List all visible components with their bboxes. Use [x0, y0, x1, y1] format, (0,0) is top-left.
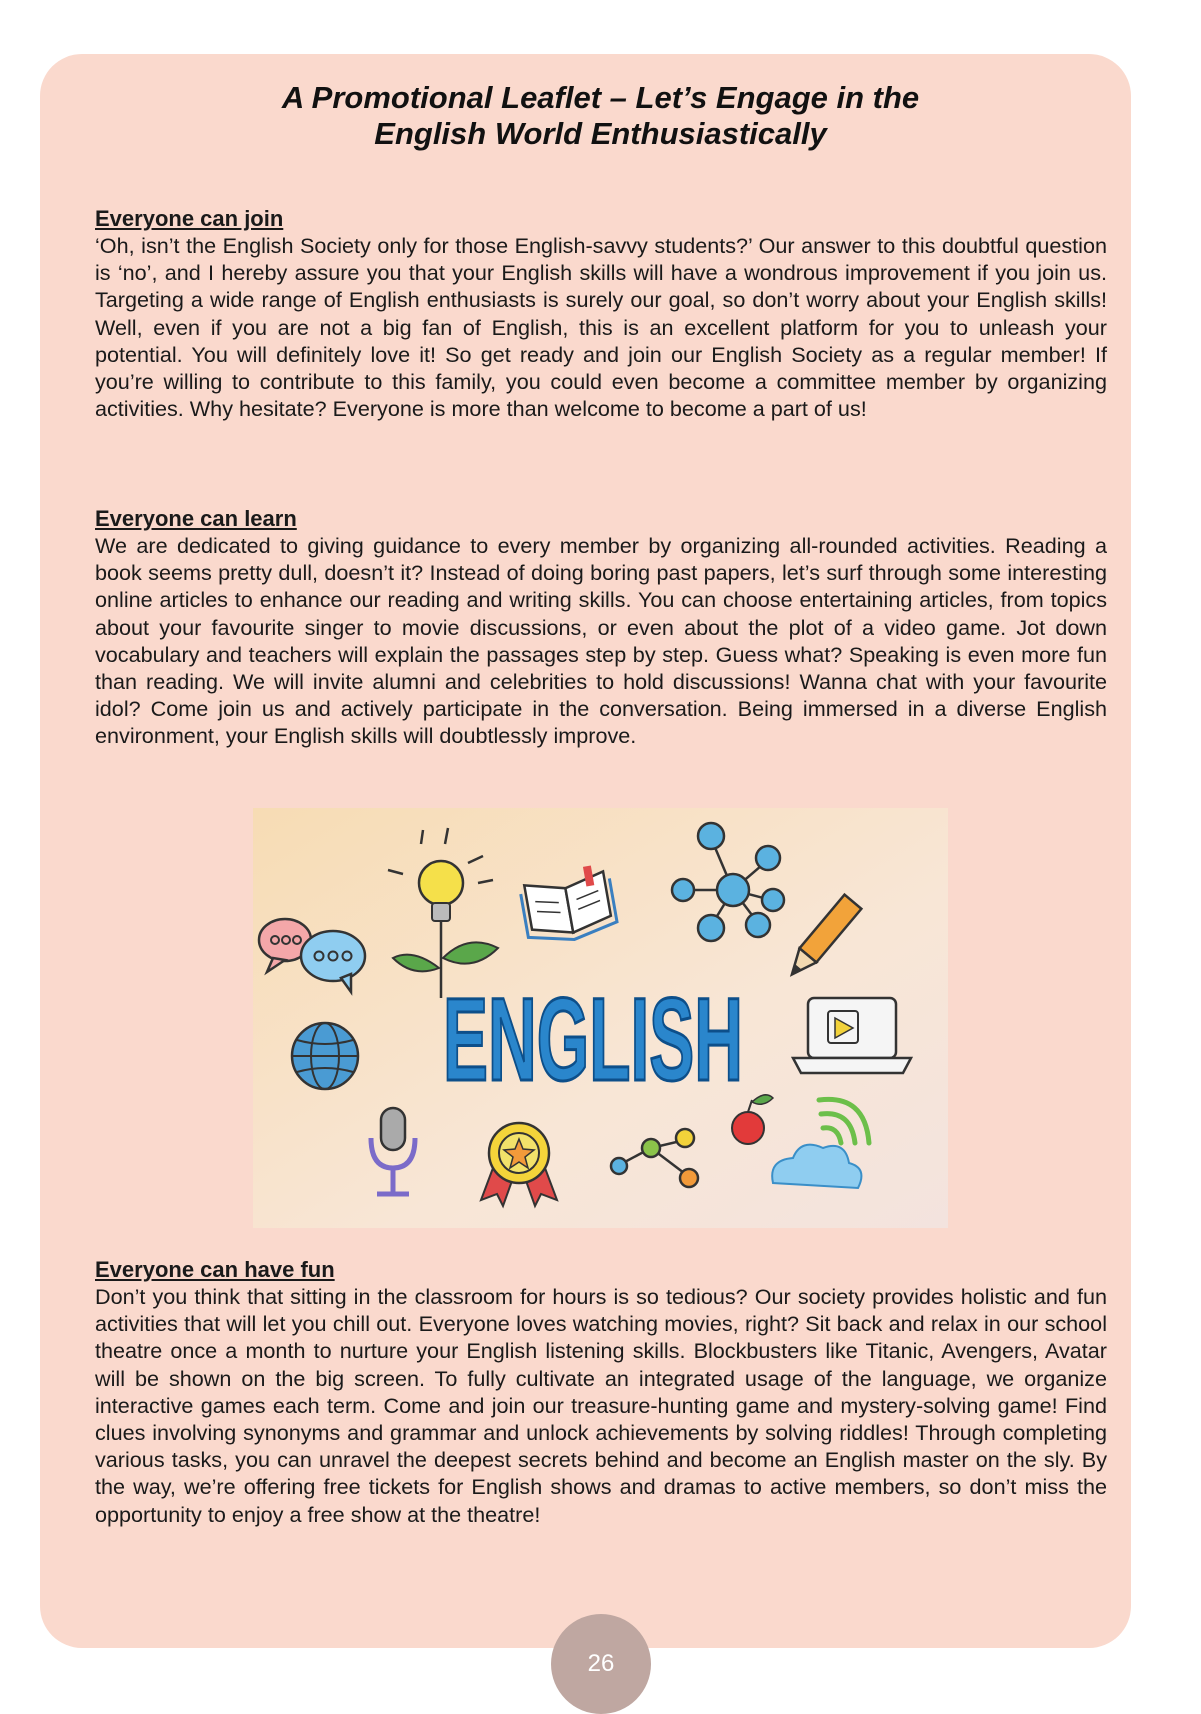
section-heading: Everyone can join — [95, 206, 284, 231]
leaflet-title — [0, 80, 1201, 152]
title-line-1: A Promotional Leaflet – Let’s Engage in the — [281, 80, 920, 115]
globe-icon — [292, 1023, 358, 1089]
page-number-badge: 26 — [551, 1614, 651, 1714]
title-line-2: English World Enthusiastically — [374, 116, 827, 151]
section-body: ‘Oh, isn’t the English Society only for those English-savvy students?’ Our answer to this doubtful question is ‘no’, and I hereby assure you that your English skills will have a wondrous improvement if you join us. Targeting a wide range of English enthusiasts is surely our goal, so don’t worry about your English skills! Well, even if you are not a big fan of English, this is an excellent platform for you to unleash your potential. You will definitely love it! So get ready and join our English Society as a regular member! If you’re willing to contribute to this family, you could even become a committee member by organizing activities. Why hesitate? Everyone is more than welcome to become a part of us! — [95, 233, 1107, 422]
section-heading: Everyone can have fun — [95, 1257, 335, 1282]
section-body: Don’t you think that sitting in the classroom for hours is so tedious? Our society provides holistic and fun activities that will let you chill out. Everyone loves watching movies, right? Sit back and relax in our school theatre once a month to nurture your English listening skills. Blockbusters like Titanic, Avengers, Avatar will be shown on the big screen. To fully cultivate an integrated usage of the language, we organize interactive games each term. Come and join our treasure-hunting game and mystery-solving game! Find clues involving synonyms and grammar and unlock achievements by solving riddles! Through completing various tasks, you can unravel the deepest secrets behind and become an English master on the sly. By the way, we’re offering free tickets for English shows and dramas to active members, so don’t miss the opportunity to enjoy a free show at the theatre! — [95, 1284, 1107, 1527]
laptop-play-icon — [793, 998, 911, 1073]
section-everyone-can-learn — [95, 505, 1107, 750]
section-everyone-can-join — [95, 205, 1107, 422]
section-everyone-can-have-fun — [95, 1256, 1107, 1528]
section-heading: Everyone can learn — [95, 506, 297, 531]
english-word: ENGLISH — [443, 974, 743, 1106]
english-illustration — [253, 808, 948, 1228]
section-body: We are dedicated to giving guidance to every member by organizing all-rounded activities. Reading a book seems pretty dull, doesn’t it? Instead of doing boring past papers, let’s surf through some interesting online articles to enhance our reading and writing skills. You can choose entertaining articles, from topics about your favourite singer to movie discussions, or even about the plot of a video game. Jot down vocabulary and teachers will explain the passages step by step. Guess what? Speaking is even more fun than reading. We will invite alumni and celebrities to hold discussions! Wanna chat with your favourite idol? Come join us and actively participate in the conversation. Being immersed in a diverse English environment, your English skills will doubtlessly improve. — [95, 533, 1107, 749]
